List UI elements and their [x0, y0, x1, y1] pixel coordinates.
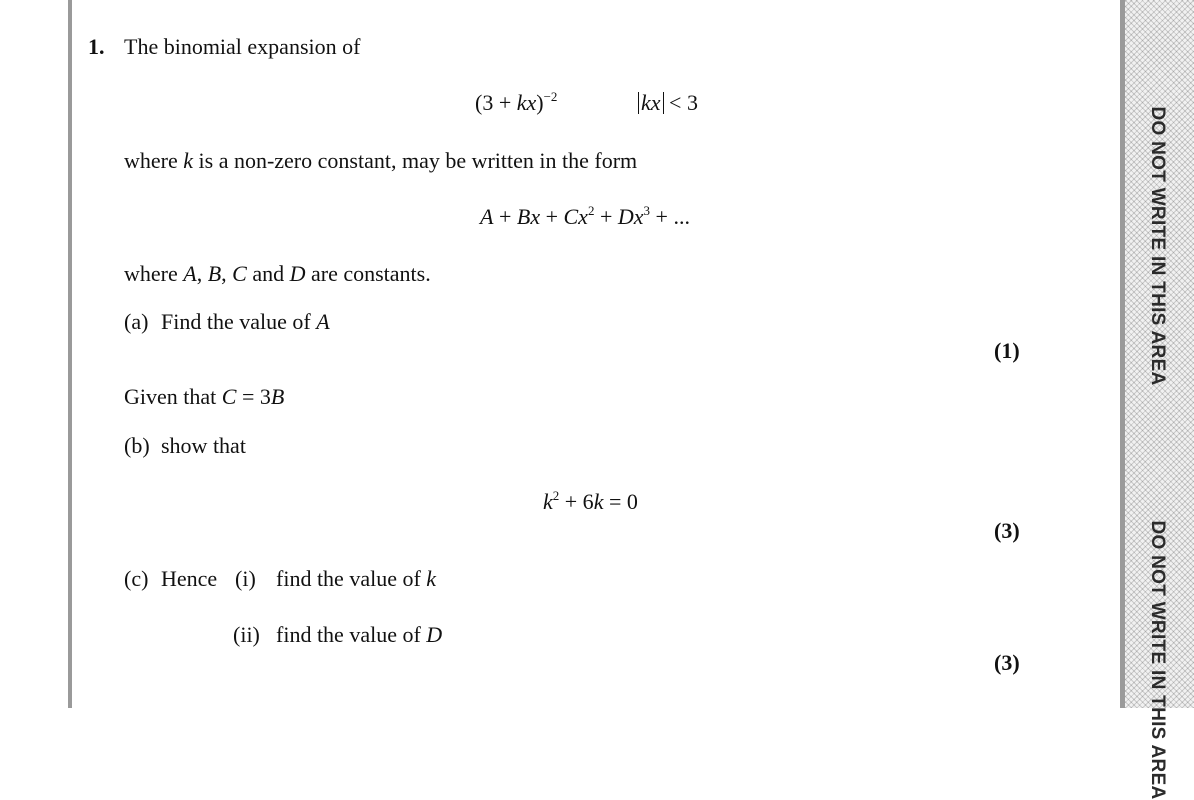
part-c-label: (c)	[124, 566, 149, 591]
part-a-marks: (1)	[994, 338, 1020, 363]
part-a-text: Find the value of A	[161, 309, 330, 334]
part-c-marks: (3)	[994, 650, 1020, 675]
part-c-i-text: find the value of k	[276, 566, 437, 591]
part-b-marks: (3)	[994, 518, 1020, 543]
margin-warning-2: DO NOT WRITE IN THIS AREA	[1147, 520, 1168, 800]
part-c-i-label: (i)	[235, 566, 256, 591]
part-c-ii-text: find the value of D	[276, 622, 443, 647]
margin-warning-1: DO NOT WRITE IN THIS AREA	[1147, 106, 1168, 386]
part-b-text: show that	[161, 433, 246, 458]
validity-condition: kx < 3	[638, 90, 698, 116]
constants-line: where A, B, C and D are constants.	[124, 261, 431, 286]
part-b-label: (b)	[124, 433, 150, 458]
left-margin-rule	[68, 0, 72, 708]
question-intro: The binomial expansion of	[124, 34, 361, 59]
question-number: 1.	[88, 34, 105, 59]
part-a-label: (a)	[124, 309, 149, 334]
part-c-ii-label: (ii)	[233, 622, 260, 647]
series-form: $A + Bx + Cx^2 + Dx^3$ + ...	[480, 203, 690, 229]
part-b-equation: $k^2 + 6k = 0$	[543, 488, 638, 514]
where-line: where k is a non-zero constant, may be written in the form	[124, 148, 638, 173]
binomial-expression: (3 + kx)$^{-2}$	[475, 89, 558, 115]
part-c-hence: Hence	[161, 566, 218, 591]
given-line: Given that C = 3B	[124, 384, 285, 409]
